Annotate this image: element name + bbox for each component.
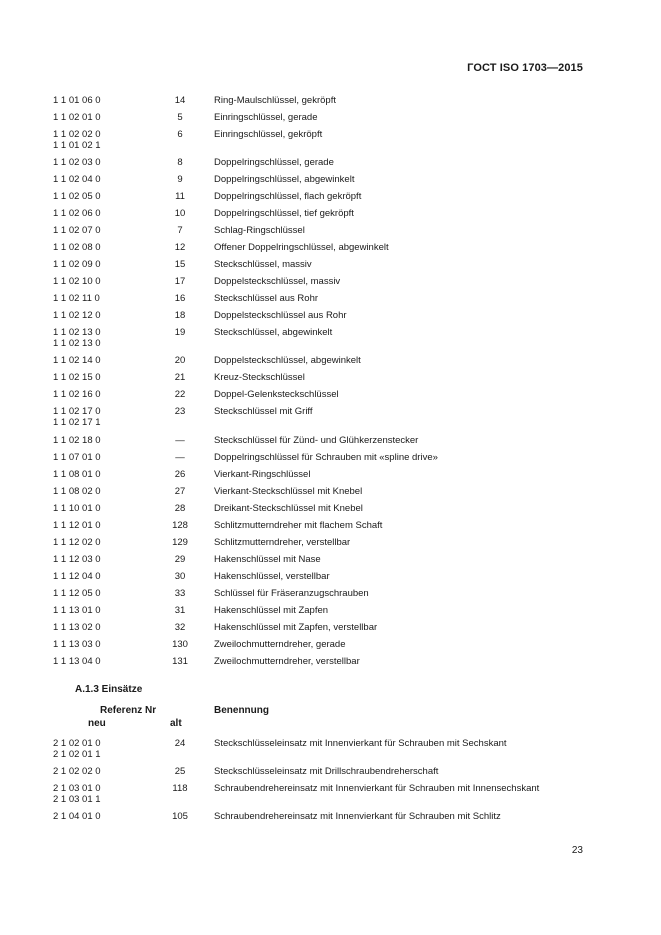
alt-number: 9 [177,174,183,185]
designation: Hakenschlüssel mit Zapfen [214,605,329,616]
designation: Zweilochmutterndreher, gerade [214,639,346,650]
designation: Schlitzmutterndreher mit flachem Schaft [214,520,383,531]
reference-number: 1 1 02 05 0 [53,191,101,202]
alt-number: 30 [174,571,186,582]
designation: Zweilochmutterndreher, verstellbar [214,656,360,667]
designation: Vierkant-Steckschlüssel mit Knebel [214,486,363,497]
reference-number: 1 1 07 01 0 [53,452,101,463]
alt-number: 12 [174,242,186,253]
reference-number: 2 1 02 01 0 [53,738,101,749]
designation: Vierkant-Ringschlüssel [214,469,311,480]
designation: Einringschlüssel, gerade [214,112,318,123]
reference-number: 1 1 02 13 0 [53,327,101,338]
designation: Schlag-Ringschlüssel [214,225,305,236]
reference-number: 2 1 04 01 0 [53,811,101,822]
alt-number: 14 [174,95,186,106]
reference-number: 1 1 12 02 0 [53,537,101,548]
alt-number: 130 [172,639,188,650]
alt-number: 33 [174,588,186,599]
reference-number: 1 1 13 02 0 [53,622,101,633]
reference-number: 1 1 02 17 0 [53,406,101,417]
alt-number: 11 [175,191,185,202]
designation: Kreuz-Steckschlüssel [214,372,305,383]
reference-number-secondary: 1 1 02 13 0 [53,338,101,349]
reference-number: 1 1 02 16 0 [53,389,101,400]
column-header-benennung: Benennung [214,705,269,716]
alt-number: 10 [174,208,186,219]
alt-number: 7 [177,225,183,236]
alt-number: 17 [174,276,186,287]
designation: Doppelringschlüssel, gerade [214,157,334,168]
reference-number: 1 1 02 18 0 [53,435,101,446]
designation: Steckschlüssel, massiv [214,259,312,270]
section-title: A.1.3 Einsätze [75,684,143,695]
reference-number: 1 1 12 04 0 [53,571,101,582]
reference-number: 1 1 02 06 0 [53,208,101,219]
page-header: ГОСТ ISO 1703—2015 [467,62,583,74]
alt-number: 6 [177,129,183,140]
reference-number: 1 1 02 03 0 [53,157,101,168]
designation: Doppelringschlüssel, tief gekröpft [214,208,354,219]
reference-number: 1 1 13 03 0 [53,639,101,650]
designation: Schlüssel für Fräseranzugschrauben [214,588,369,599]
reference-number: 1 1 02 12 0 [53,310,101,321]
alt-number: — [175,435,185,446]
alt-number: 31 [174,605,186,616]
designation: Dreikant-Steckschlüssel mit Knebel [214,503,363,514]
page-number: 23 [571,845,583,856]
designation: Hakenschlüssel mit Nase [214,554,321,565]
designation: Schlitzmutterndreher, verstellbar [214,537,351,548]
alt-number: 131 [172,656,188,667]
reference-number: 1 1 08 02 0 [53,486,101,497]
column-header-alt: alt [170,718,182,729]
alt-number: 129 [172,537,188,548]
reference-number: 2 1 02 02 0 [53,766,101,777]
alt-number: 8 [177,157,183,168]
reference-number-secondary: 2 1 02 01 1 [53,749,101,760]
alt-number: 15 [174,259,186,270]
reference-number: 1 1 02 01 0 [53,112,101,123]
reference-number: 1 1 13 01 0 [53,605,101,616]
reference-number: 2 1 03 01 0 [53,783,101,794]
reference-number: 1 1 02 04 0 [53,174,101,185]
designation: Steckschlüssel, abgewinkelt [214,327,333,338]
alt-number: 27 [174,486,186,497]
reference-number: 1 1 12 01 0 [53,520,101,531]
designation: Schraubendrehereinsatz mit Innenvierkant für Schrauben mit Schlitz [214,811,501,822]
alt-number: 24 [174,738,186,749]
designation: Steckschlüssel mit Griff [214,406,313,417]
designation: Steckschlüssel aus Rohr [214,293,319,304]
alt-number: 20 [174,355,186,366]
alt-number: 21 [174,372,186,383]
reference-number: 1 1 02 07 0 [53,225,101,236]
alt-number: 118 [172,783,188,794]
reference-number-secondary: 1 1 02 17 1 [53,417,101,428]
designation: Schraubendrehereinsatz mit Innenvierkant für Schrauben mit Innensechskant [214,783,540,794]
alt-number: 22 [174,389,186,400]
designation: Steckschlüsseleinsatz mit Innenvierkant für Schrauben mit Sechskant [214,738,507,749]
alt-number: 5 [177,112,183,123]
designation: Steckschlüsseleinsatz mit Drillschraubendreherschaft [214,766,439,777]
reference-number: 1 1 02 14 0 [53,355,101,366]
designation: Einringschlüssel, gekröpft [214,129,323,140]
designation: Doppelsteckschlüssel, massiv [214,276,341,287]
alt-number: — [175,452,185,463]
alt-number: 23 [174,406,186,417]
reference-number: 1 1 02 02 0 [53,129,101,140]
designation: Steckschlüssel für Zünd- und Glühkerzenstecker [214,435,419,446]
alt-number: 32 [174,622,186,633]
designation: Doppelringschlüssel, flach gekröpft [214,191,362,202]
reference-number-secondary: 2 1 03 01 1 [53,794,101,805]
reference-number: 1 1 02 09 0 [53,259,101,270]
alt-number: 16 [174,293,186,304]
alt-number: 25 [174,766,186,777]
reference-number-secondary: 1 1 01 02 1 [53,140,101,151]
designation: Offener Doppelringschlüssel, abgewinkelt [214,242,389,253]
designation: Hakenschlüssel mit Zapfen, verstellbar [214,622,378,633]
reference-number: 1 1 12 05 0 [53,588,101,599]
designation: Doppelringschlüssel, abgewinkelt [214,174,355,185]
reference-number: 1 1 02 11 0 [53,293,100,304]
alt-number: 26 [174,469,186,480]
reference-number: 1 1 02 10 0 [53,276,101,287]
reference-number: 1 1 13 04 0 [53,656,101,667]
designation: Ring-Maulschlüssel, gekröpft [214,95,336,106]
reference-number: 1 1 08 01 0 [53,469,101,480]
designation: Doppel-Gelenksteckschlüssel [214,389,339,400]
reference-number: 1 1 01 06 0 [53,95,101,106]
column-header-neu: neu [88,718,106,729]
reference-number: 1 1 02 08 0 [53,242,101,253]
alt-number: 19 [174,327,186,338]
alt-number: 18 [174,310,186,321]
column-header-referenz: Referenz Nr [100,705,157,716]
alt-number: 29 [174,554,186,565]
alt-number: 128 [172,520,188,531]
designation: Doppelringschlüssel für Schrauben mit «spline drive» [214,452,438,463]
reference-number: 1 1 12 03 0 [53,554,101,565]
designation: Hakenschlüssel, verstellbar [214,571,330,582]
reference-number: 1 1 02 15 0 [53,372,101,383]
alt-number: 105 [172,811,188,822]
designation: Doppelsteckschlüssel, abgewinkelt [214,355,361,366]
reference-number: 1 1 10 01 0 [53,503,101,514]
designation: Doppelsteckschlüssel aus Rohr [214,310,347,321]
alt-number: 28 [174,503,186,514]
